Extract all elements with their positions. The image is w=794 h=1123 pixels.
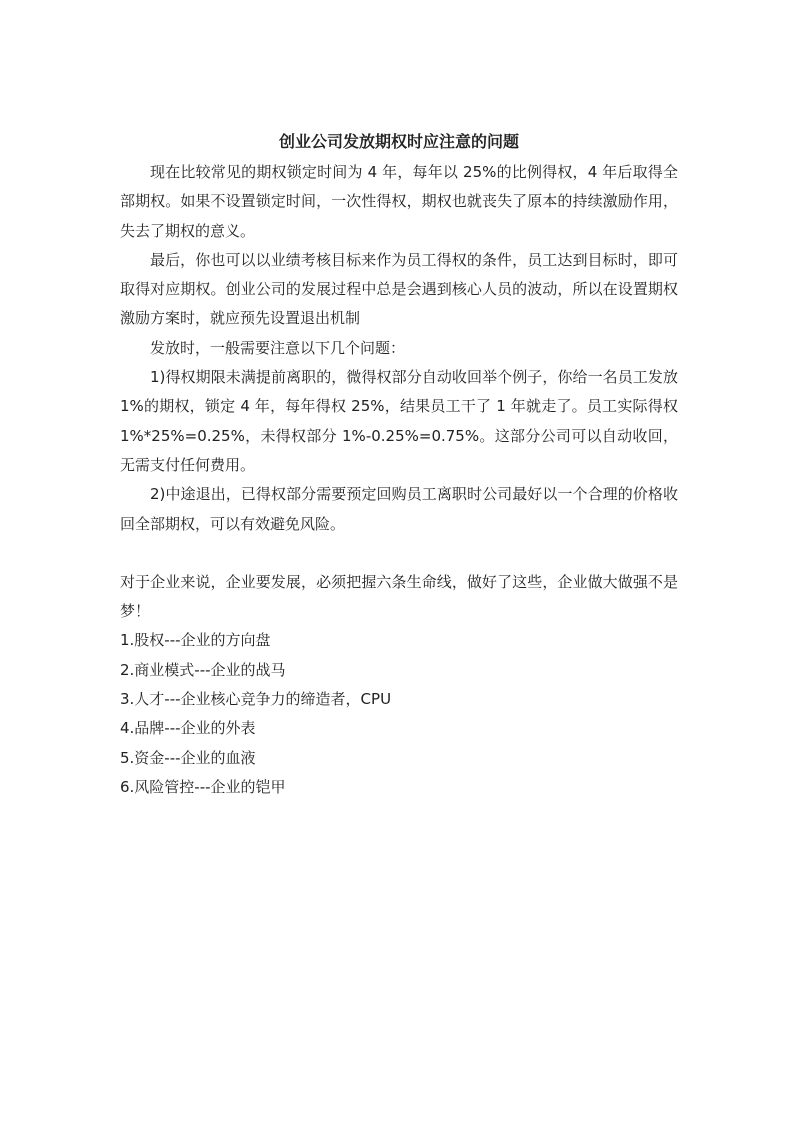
paragraph-lock-period: 现在比较常见的期权锁定时间为 4 年，每年以 25%的比例得权，4 年后取得全部期权。如果不设置锁定时间，一次性得权，期权也就丧失了原本的持续激励作用，失去了期权的意义。 — [120, 163, 678, 240]
document-title: 创业公司发放期权时应注意的问题 — [278, 132, 519, 151]
list-item: 5.资金---企业的血液 — [120, 748, 256, 767]
lifelines-intro: 对于企业来说，企业要发展，必须把握六条生命线，做好了这些，企业做大做强不是梦！ — [120, 572, 678, 621]
paragraph-issue-2: 2)中途退出，已得权部分需要预定回购员工离职时公司最好以一个合理的价格收回全部期权，可以有效避免风险。 — [120, 485, 678, 533]
paragraph-issues-intro: 发放时，一般需要注意以下几个问题： — [150, 338, 406, 357]
document-body — [120, 132, 678, 802]
paragraph-spacer — [120, 539, 678, 568]
list-item: 2.商业模式---企业的战马 — [120, 660, 286, 679]
list-item: 6.风险管控---企业的铠甲 — [120, 777, 286, 796]
list-item: 4.品牌---企业的外表 — [120, 719, 256, 738]
list-item: 3.人才---企业核心竞争力的缔造者，CPU — [120, 690, 392, 709]
paragraph-issue-1: 1)得权期限未满提前离职的，微得权部分自动收回举个例子，你给一名员工发放 1%的期权，锁定 4 年，每年得权 25%，结果员工干了 1 年就走了。员工实际得权 1%*25%=0.25%，未得权部分 1%-0.25%=0.75%。这部分公司可以自动收回，无需支付任何费用。 — [120, 368, 678, 474]
paragraph-performance: 最后，你也可以以业绩考核目标来作为员工得权的条件，员工达到目标时，即可取得对应期权。创业公司的发展过程中总是会遇到核心人员的波动，所以在设置期权激励方案时，就应预先设置退出机制 — [120, 250, 678, 328]
list-item: 1.股权---企业的方向盘 — [120, 631, 271, 650]
